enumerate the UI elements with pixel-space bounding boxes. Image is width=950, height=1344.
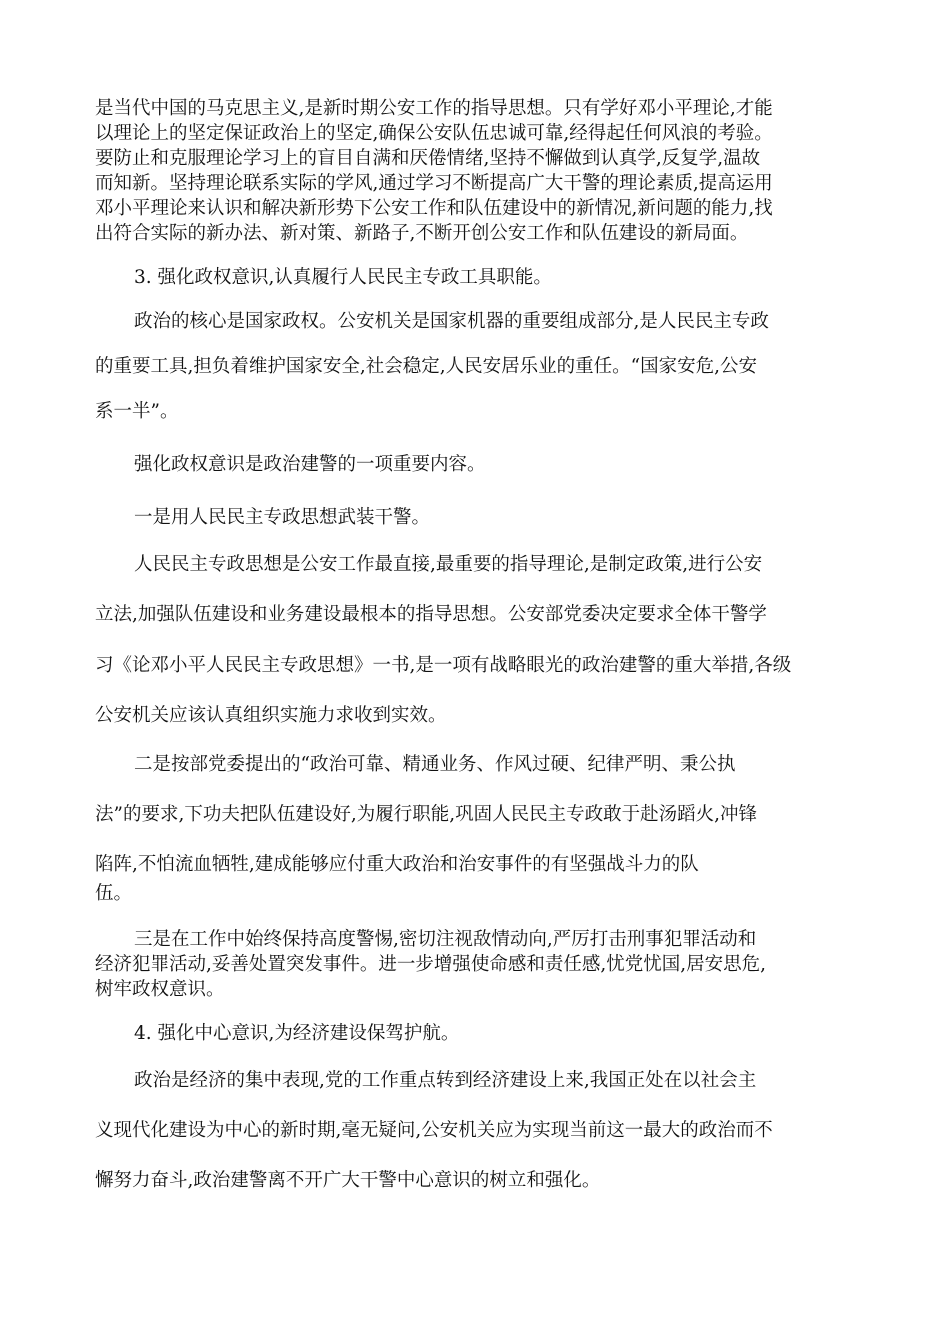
text-line-content: 义现代化建设为中心的新时期,毫无疑问,公安机关应为实现当前这一最大的政治而不 xyxy=(95,1120,773,1141)
text-line-content: 公安机关应该认真组织实施力求收到实效。 xyxy=(95,705,447,726)
text-line-content: 三是在工作中始终保持高度警惕,密切注视敌情动向,严厉打击刑事犯罪活动和 xyxy=(134,929,757,950)
text-line-content: 政治是经济的集中表现,党的工作重点转到经济建设上来,我国正处在以社会主 xyxy=(134,1070,757,1091)
text-line-content: 而知新。坚持理论联系实际的学风,通过学习不断提高广大干警的理论素质,提高运用 xyxy=(95,173,773,194)
text-line-content: 二是按部党委提出的“政治可靠、精通业务、作风过硬、纪律严明、秉公执 xyxy=(134,754,736,775)
text-line-content: 邓小平理论来认识和解决新形势下公安工作和队伍建设中的新情况,新问题的能力,找 xyxy=(95,198,773,219)
text-line-content: 是当代中国的马克思主义,是新时期公安工作的指导思想。只有学好邓小平理论,才能 xyxy=(95,98,773,119)
text-line-content: 要防止和克服理论学习上的盲目自满和厌倦情绪,坚持不懈做到认真学,反复学,温故 xyxy=(95,148,761,169)
text-line-content: 陷阵,不怕流血牺牲,建成能够应付重大政治和治安事件的有坚强战斗力的队 xyxy=(95,854,699,875)
text-line-content: 强化政权意识是政治建警的一项重要内容。 xyxy=(134,454,486,475)
text-line-content: 伍。 xyxy=(95,883,133,904)
text-line-content: 系一半”。 xyxy=(95,401,179,422)
text-line-content: 法”的要求,下功夫把队伍建设好,为履行职能,巩固人民民主专政敢于赴汤蹈火,冲锋 xyxy=(95,804,757,825)
text-line-content: 出符合实际的新办法、新对策、新路子,不断开创公安工作和队伍建设的新局面。 xyxy=(95,223,749,244)
text-line-content: 树牢政权意识。 xyxy=(95,979,225,1000)
text-line-content: 以理论上的坚定保证政治上的坚定,确保公安队伍忠诚可靠,经得起任何风浪的考验。 xyxy=(95,123,773,144)
text-line-content: 人民民主专政思想是公安工作最直接,最重要的指导理论,是制定政策,进行公安 xyxy=(134,554,763,575)
text-line-content: 一是用人民民主专政思想武装干警。 xyxy=(134,507,431,528)
text-line-content: 懈努力奋斗,政治建警离不开广大干警中心意识的树立和强化。 xyxy=(95,1170,601,1191)
text-line-content: 经济犯罪活动,妥善处置突发事件。进一步增强使命感和责任感,忧党忧国,居安思危, xyxy=(95,954,767,975)
section-heading-text: 3. 强化政权意识,认真履行人民民主专政工具职能。 xyxy=(134,267,552,288)
section-heading-text: 4. 强化中心意识,为经济建设保驾护航。 xyxy=(134,1023,460,1044)
text-line-content: 立法,加强队伍建设和业务建设最根本的指导思想。公安部党委决定要求全体干警学 xyxy=(95,604,767,625)
text-line-content: 政治的核心是国家政权。公安机关是国家机器的重要组成部分,是人民民主专政 xyxy=(134,311,769,332)
text-line-content: 习《论邓小平人民民主专政思想》一书,是一项有战略眼光的政治建警的重大举措,各级 xyxy=(95,655,792,676)
text-line-content: 的重要工具,担负着维护国家安全,社会稳定,人民安居乐业的重任。“国家安危,公安 xyxy=(95,356,757,377)
